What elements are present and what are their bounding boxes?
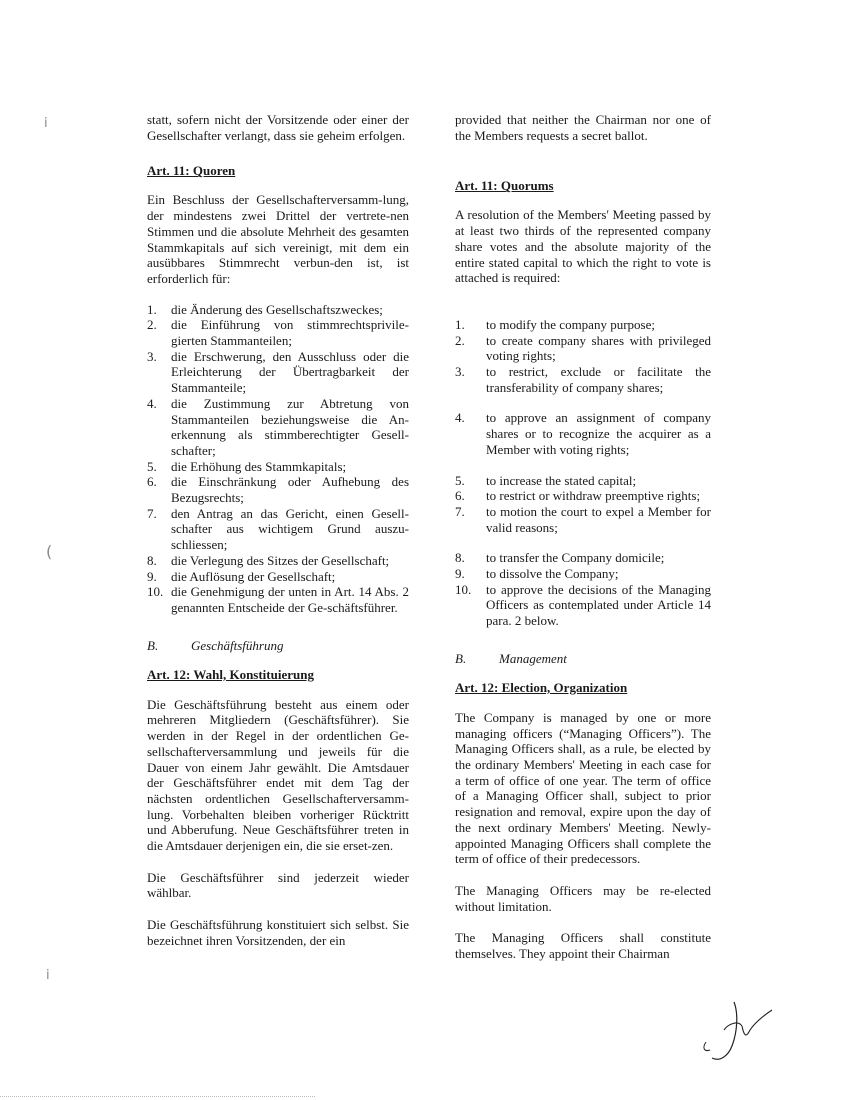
margin-mark: ( <box>46 542 53 561</box>
de-section-heading <box>147 638 409 654</box>
list-item: 4. to approve an assignment of company shares or to recognize the acquirer as a Member with voting rights; <box>455 410 711 457</box>
en-art11-heading: Art. 11: Quorums <box>455 178 554 194</box>
list-item: 1. to modify the company purpose; <box>455 316 655 332</box>
list-item: 10. die Genehmigung der unten in Art. 14 Abs. 2 genannten Entscheide der Ge-schäftsführer. <box>147 584 409 615</box>
en-art12-paragraph-3: The Managing Officers shall constitute themselves. They appoint their Chairman <box>455 930 711 962</box>
de-art11-text: Ein Beschluss der Gesellschafterversamm-lung, der mindestens zwei Drittel der vertrete-nen Stimmen und die absolute Mehrheit des gesamten Stammkapitals auf sich vereinigt, mit dem ein ausübbares Stimmrecht verbun-den ist, ist erforderlich für: <box>147 192 409 286</box>
list-item: 3. die Erschwerung, den Ausschluss oder die Erleichterung der Übertragbarkeit der Stammanteile; <box>147 348 409 396</box>
section-title: Management <box>499 650 567 666</box>
en-art12-heading: Art. 12: Election, Organization <box>455 679 628 695</box>
list-item: 6. to restrict or withdraw preemptive rights; <box>455 488 701 504</box>
margin-mark: i <box>44 116 48 131</box>
list-item: 3. to restrict, exclude or facilitate the transferability of company shares; <box>455 364 711 395</box>
german-column <box>147 112 409 949</box>
list-item: 10. to approve the decisions of the Managing Officers as contemplated under Article 14 para. 2 below. <box>455 581 711 629</box>
en-section-heading <box>455 651 711 667</box>
de-art12-heading: Art. 12: Wahl, Konstituierung <box>147 666 314 682</box>
en-intro: provided that neither the Chairman nor one of the Members requests a secret ballot. <box>455 112 711 143</box>
list-item: 2. to create company shares with privileged voting rights; <box>455 332 711 364</box>
de-item-list <box>147 302 409 616</box>
signature-initials-icon <box>698 990 778 1065</box>
de-art12-paragraph-3: Die Geschäftsführung konstituiert sich selbst. Sie bezeichnet ihren Vorsitzenden, der ein <box>147 917 409 948</box>
de-art12-paragraph-2: Die Geschäftsführer sind jederzeit wieder wählbar. <box>147 869 409 901</box>
en-item-list <box>455 317 711 629</box>
section-letter: B. <box>455 650 467 666</box>
list-item: 7. to motion the court to expel a Member for valid reasons; <box>455 503 711 535</box>
en-art12-paragraph-1: The Company is managed by one or more managing officers (“Managing Officers”). The Managing Officers shall, as a rule, be elected by the ordinary Members' Meeting in each case for a term of office of one year. The term of office of a Managing Officer shall, subject to prior resignation and removal, expire upon the day of the next ordinary Members' Meeting. Newly-appointed Managing Officers shall complete the term of office of their predecessors. <box>455 709 711 867</box>
list-item: 5. die Erhöhung des Stammkapitals; <box>147 458 347 474</box>
de-art11-heading: Art. 11: Quoren <box>147 163 236 179</box>
list-item: 6. die Einschränkung oder Aufhebung des Bezugsrechts; <box>147 474 409 506</box>
margin-mark: i <box>46 968 50 983</box>
list-item: 9. die Auflösung der Gesellschaft; <box>147 568 336 584</box>
list-item: 8. to transfer the Company domicile; <box>455 550 665 566</box>
de-art12-paragraph-1: Die Geschäftsführung besteht aus einem oder mehreren Mitgliedern (Geschäftsführer). Sie werden in der Regel in der ordentlichen Ge-sellschafterversammlung und jeweils für die Dauer von einem Jahr gewählt. Die Amtsdauer der Geschäftsführer endet mit dem Tag der nächsten ordentlichen Gesellschafterversamm-lung. Vorbehalten bleiben vorheriger Rücktritt und Abberufung. Neue Geschäftsführer treten in die Amtsdauer derjenigen ein, die sie erset-zen. <box>147 696 409 854</box>
list-item: 9. to dissolve the Company; <box>455 566 619 582</box>
de-intro: statt, sofern nicht der Vorsitzende oder einer der Gesellschafter verlangt, dass sie geheim erfolgen. <box>147 112 409 143</box>
list-item: 4. die Zustimmung zur Abtretung von Stammanteilen beziehungsweise die An-erkennung als stimmberechtigter Gesell-schafter; <box>147 395 409 458</box>
list-item: 2. die Einführung von stimmrechtsprivile-gierten Stammanteilen; <box>147 317 409 349</box>
section-title: Geschäftsführung <box>191 637 284 653</box>
list-item: 7. den Antrag an das Gericht, einen Gesell-schafter aus wichtigem Grund auszu-schliessen; <box>147 505 409 553</box>
en-art11-text: A resolution of the Members' Meeting passed by at least two thirds of the represented company share votes and the absolute majority of the entire stated capital to which the right to vote is attached is required: <box>455 207 711 286</box>
list-item: 5. to increase the stated capital; <box>455 472 637 488</box>
english-column <box>455 112 711 962</box>
en-art12-paragraph-2: The Managing Officers may be re-elected without limitation. <box>455 882 711 914</box>
section-letter: B. <box>147 637 159 653</box>
list-item: 1. die Änderung des Gesellschaftszweckes; <box>147 301 383 317</box>
list-item: 8. die Verlegung des Sitzes der Gesellschaft; <box>147 552 390 568</box>
page-bottom-edge <box>0 1096 315 1097</box>
